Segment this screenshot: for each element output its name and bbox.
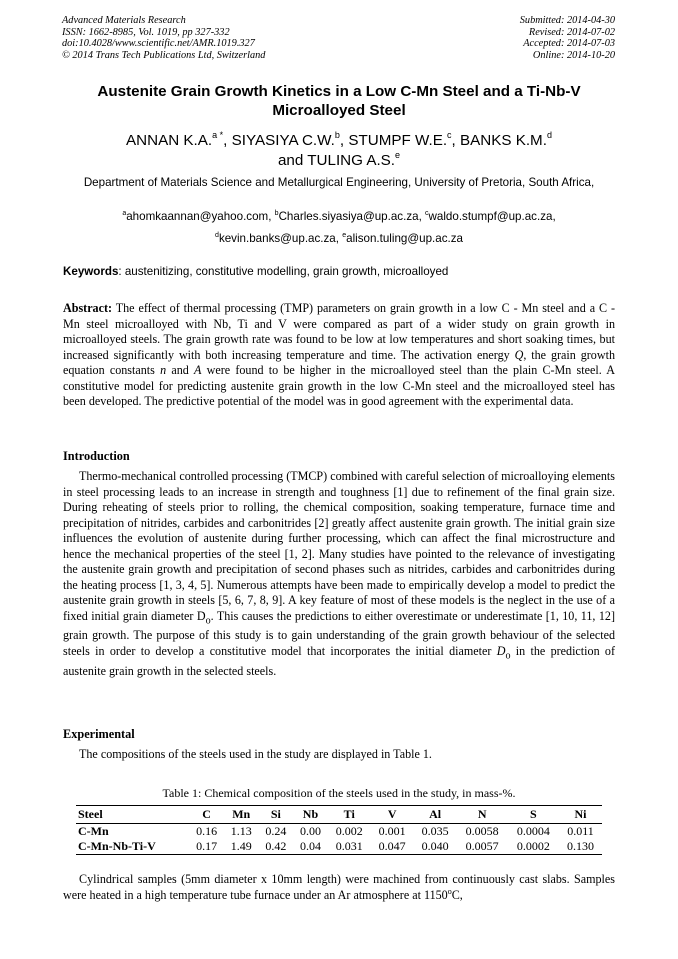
column-header: Steel [76, 806, 189, 824]
column-header: Ni [559, 806, 602, 824]
keywords-text: : austenitizing, constitutive modelling, grain growth, microalloyed [118, 265, 449, 278]
column-header: Mn [224, 806, 259, 824]
keywords [63, 265, 615, 279]
author-list: ANNAN K.A.$^{a *}$, SIYASIYA C.W.$^b$, STUMPF W.E.$^c$, BANKS K.M.$^d$ and TULING A.S.$^e$ [126, 130, 552, 169]
column-header: Nb [293, 806, 328, 824]
table-header-row [76, 806, 602, 824]
experimental-body: Cylindrical samples (5mm diameter x 10mm length) were machined from continuously cast slabs. Samples were heated in a high temperature tube furnace under an Ar atmosphere at 1150$^o$C, [63, 872, 615, 902]
author-affil-mark: c [447, 130, 452, 140]
composition-table [76, 805, 602, 855]
column-header: Si [259, 806, 294, 824]
table-row [76, 839, 602, 855]
experimental-intro: The compositions of the steels used in the study are displayed in Table 1. [79, 747, 432, 761]
abstract-label: Abstract: [63, 301, 113, 315]
issn: ISSN: 1662-8985, Vol. 1019, pp 327-332 [62, 26, 230, 38]
table-cell: 0.040 [414, 839, 457, 855]
accepted-date: Accepted: 2014-07-03 [523, 38, 615, 50]
affiliation: Department of Materials Science and Metallurgical Engineering, University of Pretoria, South Africa, [83, 176, 595, 189]
email-link[interactable]: alison.tuling@up.ac.za [346, 232, 463, 245]
table-cell: 0.031 [328, 839, 371, 855]
table-cell: 0.0002 [508, 839, 559, 855]
author-affil-mark: b [334, 130, 340, 140]
online-date: Online: 2014-10-20 [532, 49, 615, 61]
column-header: V [371, 806, 414, 824]
email-line-1: $^a$ahomkaannan@yahoo.com, $^b$Charles.siyasiya@up.ac.za, $^c$waldo.stumpf@up.ac.za, [122, 210, 556, 223]
keywords-label: Keywords [63, 265, 119, 278]
table-cell: 0.001 [378, 824, 406, 838]
introduction-body: Thermo-mechanical controlled processing (TMCP) combined with careful selection of microalloying elements in steel processing leads to an increase in strength and toughness [1] due to refinement of the final grain size. During reheating of steels prior to rolling, the chemical composition, soaking temperature, furnace time and precipitation of nitrides, carbides and carbonitrides [2] greatly affect austenite grain growth. The initial grain size influences the evolution of austenite during further processing, which can affect the final microstructure and hence the mechanical properties of the steel [1, 2]. Many studies have pointed to the relevance of investigating the austenite grain growth and precipitation of second phases such as nitrides, carbides and carbonitrides during the heating process [1, 3, 4, 5]. Numerous attempts have been made to empirically develop a model to predict the austenite grain growth in steels [5, 6, 7, 8, 9]. A key feature of most of these models is the neglect in the use of a fixed initial grain diameter $D_o$. This causes the predictions to either overestimate or underestimate [1, 10, 11, 12] grain growth. The purpose of this study is to gain understanding of the grain growth behaviour of the selected steels in order to develop a constitutive model that incorporates the initial diameter $D_o$ in the prediction of austenite grain growth in the selected steels. [63, 469, 615, 678]
journal-info [62, 15, 265, 61]
table-cell: 0.130 [559, 839, 602, 855]
author-name: ANNAN K.A. [126, 132, 213, 149]
experimental-heading: Experimental [63, 727, 135, 741]
paper-title: Austenite Grain Growth Kinetics in a Low C-Mn Steel and a Ti-Nb-V Microalloyed Steel [97, 83, 581, 119]
email-line-2: $^d$kevin.banks@up.ac.za, $^e$alison.tuling@up.ac.za [215, 232, 463, 245]
email-link[interactable]: kevin.banks@up.ac.za [218, 232, 336, 245]
column-header: Ti [328, 806, 371, 824]
table-cell: 0.002 [335, 824, 363, 838]
table-row [76, 824, 602, 840]
email-link[interactable]: Charles.siyasiya@up.ac.za [278, 210, 419, 223]
table-cell: 0.011 [567, 824, 594, 838]
author-affil-mark: e [395, 150, 401, 160]
dates-info [520, 15, 615, 61]
table-cell: C-Mn [78, 824, 109, 838]
table-cell: 0.42 [259, 839, 294, 855]
author-affil-mark: a * [212, 130, 224, 140]
author-affil-mark: d [546, 130, 552, 140]
doi: doi:10.4028/www.scientific.net/AMR.1019.327 [62, 38, 255, 50]
column-header: N [457, 806, 508, 824]
author-name: STUMPF W.E. [348, 132, 448, 149]
author-name: SIYASIYA C.W. [231, 132, 335, 149]
table-cell: 0.16 [196, 824, 218, 838]
table-cell: 0.24 [265, 824, 287, 838]
author-name: TULING A.S. [307, 152, 396, 169]
submitted-date: Submitted: 2014-04-30 [519, 15, 615, 26]
abstract: Abstract: The effect of thermal processing (TMP) parameters on grain growth in a low C - Mn steel and a C - Mn steel microalloyed with Nb, Ti and V were compared as part of a wider study on grain growth in microalloyed steels. The grain growth rate was found to be low at low temperatures and short soaking times, but increased significantly with both increasing temperature and time. The activation energy Q, the grain growth equation constants n and A were found to be higher in the microalloyed steel than the plain C-Mn steel. A constitutive model for predicting austenite grain growth in the low C-Mn steel and the microalloyed steel has been developed. The predictive potential of the model was in good agreement with the experimental data. [63, 301, 616, 408]
column-header: Al [414, 806, 457, 824]
table-cell: 0.0057 [457, 839, 508, 855]
table-cell: 0.04 [293, 839, 328, 855]
table-cell: 0.035 [421, 824, 449, 838]
table-cell: 1.13 [230, 824, 252, 838]
column-header: S [508, 806, 559, 824]
table-cell: 0.0058 [465, 824, 499, 838]
introduction-heading: Introduction [63, 449, 130, 463]
journal-name: Advanced Materials Research [62, 15, 186, 26]
copyright: © 2014 Trans Tech Publications Ltd, Switzerland [62, 49, 266, 61]
table-cell: 0.00 [299, 824, 321, 838]
author-name: BANKS K.M. [460, 132, 547, 149]
email-link[interactable]: waldo.stumpf@up.ac.za [428, 210, 553, 223]
column-header: C [189, 806, 224, 824]
revised-date: Revised: 2014-07-02 [528, 26, 615, 38]
email-link[interactable]: ahomkaannan@yahoo.com [126, 210, 269, 223]
table-cell: 0.17 [189, 839, 224, 855]
table-cell: C-Mn-Nb-Ti-V [76, 839, 189, 855]
table-caption: Table 1: Chemical composition of the steels used in the study, in mass-%. [162, 786, 516, 800]
table-cell: 0.047 [371, 839, 414, 855]
table-cell: 0.0004 [516, 824, 550, 838]
table-cell: 1.49 [224, 839, 259, 855]
